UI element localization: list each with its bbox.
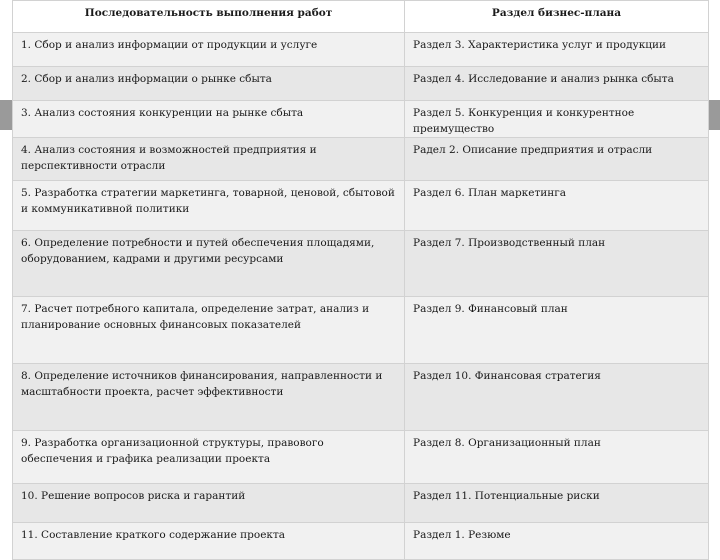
header-plan-section: Раздел бизнес-плана — [405, 1, 709, 33]
work-step-cell: 11. Составление краткого содержание проекта — [13, 523, 405, 560]
table-header-row — [13, 1, 709, 33]
table-row — [13, 138, 709, 181]
work-step-cell: 1. Сбор и анализ информации от продукции и услуге — [13, 33, 405, 67]
work-step-cell: 5. Разработка стратегии маркетинга, товарной, ценовой, сбытовой и коммуникативной политики — [13, 181, 405, 231]
table-row — [13, 523, 709, 560]
table-row — [13, 364, 709, 431]
work-step-cell: 9. Разработка организационной структуры, правового обеспечения и графика реализации проекта — [13, 431, 405, 484]
work-step-cell: 7. Расчет потребного капитала, определение затрат, анализ и планирование основных финансовых показателей — [13, 297, 405, 364]
table-row — [13, 33, 709, 67]
plan-section-cell: Раздел 10. Финансовая стратегия — [405, 364, 709, 431]
plan-section-cell: Радел 2. Описание предприятия и отрасли — [405, 138, 709, 181]
plan-section-cell: Раздел 7. Производственный план — [405, 231, 709, 297]
work-step-cell: 2. Сбор и анализ информации о рынке сбыта — [13, 67, 405, 101]
work-step-cell: 4. Анализ состояния и возможностей предприятия и перспективности отрасли — [13, 138, 405, 181]
business-plan-table — [12, 0, 709, 560]
table-row — [13, 67, 709, 101]
work-step-cell: 8. Определение источников финансирования, направленности и масштабности проекта, расчет эффективности — [13, 364, 405, 431]
plan-section-cell: Раздел 4. Исследование и анализ рынка сбыта — [405, 67, 709, 101]
work-step-cell: 3. Анализ состояния конкуренции на рынке сбыта — [13, 101, 405, 138]
table-row — [13, 297, 709, 364]
work-step-cell: 10. Решение вопросов риска и гарантий — [13, 484, 405, 523]
work-step-cell: 6. Определение потребности и путей обеспечения площадями, оборудованием, кадрами и другими ресурсами — [13, 231, 405, 297]
accent-bar-right — [708, 100, 720, 130]
accent-bar-left — [0, 100, 12, 130]
table-row — [13, 431, 709, 484]
table-row — [13, 181, 709, 231]
plan-section-cell: Раздел 8. Организационный план — [405, 431, 709, 484]
table-row — [13, 101, 709, 138]
plan-section-cell: Раздел 9. Финансовый план — [405, 297, 709, 364]
plan-section-cell: Раздел 6. План маркетинга — [405, 181, 709, 231]
plan-section-cell: Раздел 3. Характеристика услуг и продукции — [405, 33, 709, 67]
table-row — [13, 484, 709, 523]
plan-section-cell: Раздел 11. Потенциальные риски — [405, 484, 709, 523]
header-work-sequence: Последовательность выполнения работ — [13, 1, 405, 33]
plan-section-cell: Раздел 5. Конкуренция и конкурентное преимущество — [405, 101, 709, 138]
table-row — [13, 231, 709, 297]
plan-section-cell: Раздел 1. Резюме — [405, 523, 709, 560]
